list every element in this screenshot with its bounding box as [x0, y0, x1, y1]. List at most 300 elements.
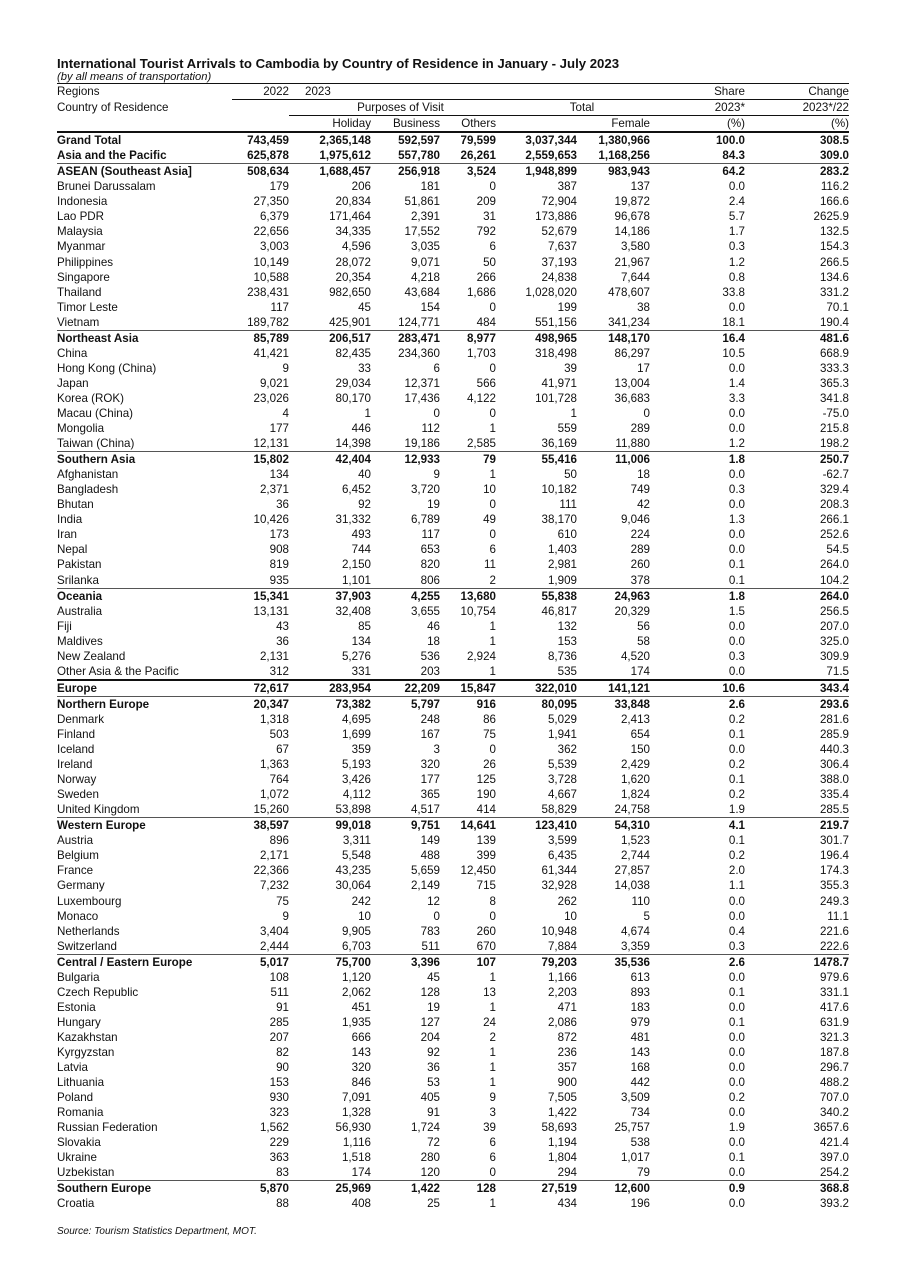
country-name: Hong Kong (China) — [57, 361, 157, 375]
table-subtotal-row — [57, 588, 849, 604]
country-name: Philippines — [57, 255, 114, 269]
table-subtotal-row — [57, 132, 849, 148]
cell-total: 3,728 — [547, 773, 577, 787]
cell-change: 309.0 — [819, 149, 849, 163]
cell-female: 1,523 — [620, 834, 650, 848]
arrivals-table — [57, 83, 849, 1211]
cell-holiday: 408 — [351, 1197, 371, 1211]
table-body — [57, 132, 849, 1211]
country-name: Kyrgyzstan — [57, 1045, 115, 1059]
cell-female: 19,872 — [614, 195, 650, 209]
cell-change: 249.3 — [819, 894, 849, 908]
country-name: Bulgaria — [57, 970, 100, 984]
table-row — [57, 482, 849, 497]
cell-others: 2 — [489, 573, 496, 587]
cell-business: 112 — [421, 422, 440, 436]
country-name: Latvia — [57, 1061, 88, 1075]
header-change: Change — [745, 84, 849, 100]
cell-holiday: 451 — [351, 1000, 371, 1014]
cell-total: 5,029 — [547, 712, 577, 726]
cell-business: 0 — [433, 407, 440, 420]
cell-holiday: 320 — [351, 1061, 371, 1075]
cell-share: 0.0 — [728, 1061, 745, 1075]
cell-others: 1 — [489, 1061, 496, 1075]
cell-change: -62.7 — [822, 468, 849, 482]
cell-change: 3657.6 — [813, 1121, 849, 1135]
cell-y2022: 9 — [282, 909, 289, 923]
cell-female: 168 — [630, 1061, 650, 1075]
cell-business: 557,780 — [398, 149, 440, 163]
cell-holiday: 53,898 — [335, 803, 371, 817]
cell-business: 18 — [427, 634, 440, 648]
cell-business: 149 — [420, 834, 440, 848]
cell-change: 222.6 — [819, 939, 849, 953]
cell-share: 10.5 — [722, 346, 745, 360]
cell-female: 538 — [630, 1136, 650, 1150]
cell-female: 749 — [630, 483, 650, 497]
cell-y2022: 41,421 — [253, 346, 289, 360]
cell-total: 236 — [557, 1045, 577, 1059]
cell-total: 61,344 — [541, 864, 577, 878]
table-row — [57, 1015, 849, 1030]
table-row — [57, 727, 849, 742]
cell-y2022: 85,789 — [232, 330, 289, 346]
cell-female: 893 — [630, 985, 650, 999]
cell-female: 3,580 — [620, 240, 650, 254]
cell-total: 52,679 — [541, 225, 577, 239]
cell-change: 134.6 — [819, 270, 849, 284]
cell-holiday: 14,398 — [335, 437, 371, 451]
country-name: Ireland — [57, 758, 93, 772]
cell-business: 248 — [420, 712, 440, 726]
cell-y2022: 91 — [276, 1000, 289, 1014]
cell-total: 1,028,020 — [525, 285, 577, 299]
cell-change: 285.5 — [819, 803, 849, 817]
table-row — [57, 1150, 849, 1165]
cell-others: 9 — [489, 1091, 496, 1105]
cell-change: 488.2 — [819, 1076, 849, 1090]
cell-others: 79 — [440, 452, 496, 468]
cell-female: 11,880 — [615, 437, 650, 451]
cell-female: 2,744 — [620, 849, 650, 863]
cell-others: 0 — [489, 528, 496, 542]
table-row — [57, 604, 849, 619]
cell-share: 0.2 — [728, 1091, 745, 1105]
table-row — [57, 239, 849, 254]
cell-others: 11 — [483, 558, 496, 572]
cell-change: 335.4 — [819, 788, 849, 802]
cell-change: 388.0 — [819, 773, 849, 787]
country-name: Poland — [57, 1091, 94, 1105]
table-row — [57, 285, 849, 300]
country-name: Estonia — [57, 1000, 96, 1014]
cell-total: 610 — [557, 528, 577, 542]
table-row — [57, 497, 849, 512]
cell-y2022: 2,131 — [259, 649, 289, 663]
cell-share: 2.6 — [650, 954, 745, 970]
cell-business: 806 — [420, 573, 440, 587]
cell-female: 20,329 — [614, 604, 650, 618]
cell-total: 72,904 — [541, 195, 577, 209]
cell-change: 132.5 — [819, 225, 849, 239]
cell-female: 54,310 — [577, 818, 650, 834]
cell-share: 2.4 — [728, 195, 745, 209]
table-row — [57, 527, 849, 542]
cell-holiday: 31,332 — [335, 513, 371, 527]
cell-others: 1 — [489, 634, 496, 648]
cell-total: 294 — [557, 1166, 577, 1180]
cell-business: 783 — [420, 924, 440, 938]
cell-others: 14,641 — [440, 818, 496, 834]
cell-share: 0.0 — [728, 407, 745, 420]
cell-total: 1,941 — [547, 727, 577, 741]
cell-total: 900 — [557, 1076, 577, 1090]
cell-others: 0 — [489, 407, 496, 420]
cell-others: 260 — [476, 924, 496, 938]
cell-change: 309.9 — [819, 649, 849, 663]
cell-share: 0.9 — [650, 1181, 745, 1197]
country-name: Nepal — [57, 543, 88, 557]
table-subtotal-row — [57, 680, 849, 697]
country-name: Russian Federation — [57, 1121, 158, 1135]
table-row — [57, 406, 849, 421]
cell-holiday: 1,116 — [342, 1136, 371, 1150]
cell-total: 41,971 — [541, 376, 577, 390]
cell-share: 0.0 — [728, 1166, 745, 1180]
cell-y2022: 9,021 — [259, 376, 289, 390]
cell-y2022: 6,379 — [259, 210, 289, 224]
cell-y2022: 819 — [269, 558, 289, 572]
cell-others: 1,686 — [466, 285, 496, 299]
cell-holiday: 4,695 — [341, 712, 371, 726]
table-subtotal-row — [57, 1181, 849, 1197]
cell-others: 125 — [476, 773, 496, 787]
cell-share: 10.6 — [650, 680, 745, 697]
cell-others: 31 — [483, 210, 496, 224]
cell-others: 6 — [489, 1151, 496, 1165]
table-row — [57, 712, 849, 727]
cell-total: 5,539 — [547, 758, 577, 772]
table-row — [57, 270, 849, 285]
cell-total: 1,166 — [547, 970, 577, 984]
cell-share: 0.0 — [728, 1030, 745, 1044]
cell-holiday: 1,688,457 — [289, 164, 371, 180]
cell-total: 2,559,653 — [525, 149, 577, 163]
table-row — [57, 1120, 849, 1135]
cell-female: 14,038 — [614, 879, 650, 893]
cell-total: 2,981 — [547, 558, 577, 572]
cell-business: 46 — [427, 619, 440, 633]
cell-holiday: 174 — [351, 1166, 371, 1180]
header-share-unit: (%) — [650, 116, 745, 133]
cell-total: 6,435 — [547, 849, 577, 863]
cell-holiday: 846 — [351, 1076, 371, 1090]
cell-change: 329.4 — [819, 483, 849, 497]
cell-female: 137 — [630, 180, 650, 194]
cell-others: 12,450 — [460, 864, 496, 878]
table-row — [57, 1045, 849, 1060]
cell-business: 9 — [433, 468, 440, 482]
cell-share: 0.0 — [728, 180, 745, 194]
cell-share: 18.1 — [722, 315, 745, 329]
cell-female: 1,380,966 — [598, 134, 650, 148]
cell-business: 365 — [420, 788, 440, 802]
cell-share: 33.8 — [722, 285, 745, 299]
header-business: Business — [371, 116, 440, 133]
cell-others: 1 — [489, 468, 496, 482]
cell-holiday: 9,905 — [341, 924, 371, 938]
cell-business: 120 — [420, 1166, 440, 1180]
cell-holiday: 1,101 — [341, 573, 371, 587]
table-subtotal-row — [57, 818, 849, 834]
cell-female: 141,121 — [577, 680, 650, 697]
cell-total: 101,728 — [535, 391, 577, 405]
country-name: Southern Europe — [57, 1181, 232, 1197]
cell-others: 1 — [489, 619, 496, 633]
table-row — [57, 467, 849, 482]
cell-business: 181 — [420, 180, 440, 194]
cell-total: 1,804 — [547, 1151, 577, 1165]
cell-total: 8,736 — [547, 649, 577, 663]
cell-female: 150 — [630, 743, 650, 757]
country-name: Malaysia — [57, 225, 103, 239]
country-name: Other Asia & the Pacific — [57, 664, 179, 678]
table-subtotal-row — [57, 452, 849, 468]
cell-female: 3,509 — [620, 1091, 650, 1105]
cell-share: 1.8 — [650, 452, 745, 468]
cell-y2022: 83 — [276, 1166, 289, 1180]
table-row — [57, 209, 849, 224]
cell-total: 58,693 — [541, 1121, 577, 1135]
table-row — [57, 863, 849, 878]
cell-y2022: 238,431 — [247, 285, 289, 299]
cell-change: 254.2 — [819, 1166, 849, 1180]
cell-total: 111 — [559, 498, 577, 512]
table-row — [57, 179, 849, 194]
cell-female: 14,186 — [614, 225, 650, 239]
cell-total: 58,829 — [541, 803, 577, 817]
cell-total: 153 — [557, 634, 577, 648]
country-name: Fiji — [57, 619, 72, 633]
cell-share: 1.1 — [728, 879, 745, 893]
country-name: India — [57, 513, 83, 527]
cell-holiday: 666 — [351, 1030, 371, 1044]
table-row — [57, 939, 849, 955]
header-row-2 — [57, 100, 849, 116]
country-name: Vietnam — [57, 315, 100, 329]
country-name: Taiwan (China) — [57, 437, 135, 451]
cell-others: 792 — [476, 225, 496, 239]
cell-business: 45 — [427, 970, 440, 984]
table-row — [57, 255, 849, 270]
cell-holiday: 425,901 — [329, 315, 371, 329]
cell-y2022: 43 — [276, 619, 289, 633]
country-name: ASEAN (Southeast Asia] — [57, 164, 232, 180]
cell-holiday: 6,703 — [341, 939, 371, 953]
cell-holiday: 2,062 — [341, 985, 371, 999]
cell-share: 0.4 — [728, 924, 745, 938]
cell-change: -75.0 — [822, 407, 849, 420]
cell-change: 104.2 — [819, 573, 849, 587]
table-row — [57, 1075, 849, 1090]
cell-total: 1,909 — [547, 573, 577, 587]
cell-total: 55,416 — [496, 452, 577, 468]
cell-change: 166.6 — [819, 195, 849, 209]
cell-share: 1.9 — [728, 803, 745, 817]
cell-change: 266.5 — [819, 255, 849, 269]
cell-y2022: 10,149 — [253, 255, 289, 269]
cell-holiday: 171,464 — [329, 210, 371, 224]
cell-holiday: 206 — [351, 180, 371, 194]
cell-holiday: 3,426 — [341, 773, 371, 787]
table-row — [57, 421, 849, 436]
cell-holiday: 80,170 — [335, 391, 371, 405]
table-row — [57, 787, 849, 802]
cell-change: 54.5 — [826, 543, 849, 557]
cell-business: 5,659 — [410, 864, 440, 878]
cell-holiday: 75,700 — [289, 954, 371, 970]
cell-business: 72 — [427, 1136, 440, 1150]
cell-female: 734 — [630, 1106, 650, 1120]
table-row — [57, 573, 849, 589]
cell-share: 3.3 — [728, 391, 745, 405]
cell-others: 209 — [476, 195, 496, 209]
country-name: Western Europe — [57, 818, 232, 834]
cell-y2022: 1,318 — [259, 712, 289, 726]
cell-change: 250.7 — [745, 452, 849, 468]
cell-share: 0.0 — [728, 634, 745, 648]
cell-business: 4,517 — [410, 803, 440, 817]
cell-share: 0.0 — [728, 1000, 745, 1014]
cell-total: 1 — [570, 407, 577, 420]
cell-total: 471 — [557, 1000, 577, 1014]
country-name: Northeast Asia — [57, 330, 232, 346]
cell-business: 127 — [420, 1015, 440, 1029]
cell-total: 559 — [557, 422, 577, 436]
cell-holiday: 20,834 — [335, 195, 371, 209]
cell-holiday: 1,935 — [341, 1015, 371, 1029]
cell-business: 6,789 — [410, 513, 440, 527]
cell-change: 365.3 — [819, 376, 849, 390]
cell-share: 0.0 — [728, 909, 745, 923]
cell-business: 3,035 — [410, 240, 440, 254]
country-name: Finland — [57, 727, 96, 741]
cell-others: 26 — [483, 758, 496, 772]
cell-y2022: 363 — [269, 1151, 289, 1165]
cell-share: 0.1 — [728, 834, 745, 848]
page-subtitle: (by all means of transportation) — [57, 71, 212, 83]
cell-holiday: 85 — [358, 619, 371, 633]
cell-female: 7,644 — [620, 270, 650, 284]
cell-business: 25 — [427, 1197, 440, 1211]
country-name: Singapore — [57, 270, 110, 284]
table-row — [57, 300, 849, 315]
cell-change: 11.1 — [827, 909, 849, 923]
cell-female: 289 — [630, 543, 650, 557]
cell-y2022: 15,341 — [232, 588, 289, 604]
cell-female: 260 — [630, 558, 650, 572]
cell-holiday: 30,064 — [335, 879, 371, 893]
cell-change: 208.3 — [819, 498, 849, 512]
cell-business: 17,552 — [404, 225, 440, 239]
cell-y2022: 173 — [269, 528, 289, 542]
cell-total: 132 — [557, 619, 577, 633]
cell-others: 916 — [440, 696, 496, 712]
cell-y2022: 15,802 — [232, 452, 289, 468]
cell-y2022: 285 — [269, 1015, 289, 1029]
cell-others: 3,524 — [440, 164, 496, 180]
cell-business: 19 — [427, 498, 440, 512]
country-name: Pakistan — [57, 558, 102, 572]
cell-business: 9,751 — [371, 818, 440, 834]
cell-business: 1,724 — [410, 1121, 440, 1135]
cell-y2022: 5,870 — [232, 1181, 289, 1197]
cell-business: 22,209 — [371, 680, 440, 697]
cell-change: 341.8 — [819, 391, 849, 405]
cell-holiday: 2,365,148 — [319, 134, 371, 148]
country-name: Grand Total — [57, 134, 122, 148]
header-2022: 2022 — [232, 84, 289, 100]
cell-y2022: 4 — [282, 407, 289, 420]
country-name: Thailand — [57, 285, 102, 299]
cell-business: 280 — [420, 1151, 440, 1165]
cell-share: 0.1 — [728, 773, 745, 787]
cell-business: 653 — [420, 543, 440, 557]
cell-business: 3,655 — [410, 604, 440, 618]
cell-change: 187.8 — [819, 1045, 849, 1059]
country-name: Slovakia — [57, 1136, 101, 1150]
header-regions: Regions — [57, 84, 232, 100]
cell-holiday: 32,408 — [335, 604, 371, 618]
cell-business: 6 — [433, 361, 440, 375]
cell-share: 0.3 — [728, 939, 745, 953]
cell-holiday: 56,930 — [335, 1121, 371, 1135]
cell-change: 308.5 — [819, 134, 849, 148]
table-row — [57, 542, 849, 557]
cell-business: 283,471 — [371, 330, 440, 346]
cell-share: 0.0 — [728, 422, 745, 436]
cell-total: 7,637 — [547, 240, 577, 254]
cell-business: 820 — [420, 558, 440, 572]
cell-female: 79 — [637, 1166, 650, 1180]
cell-others: 484 — [476, 315, 496, 329]
cell-others: 399 — [476, 849, 496, 863]
cell-total: 46,817 — [541, 604, 577, 618]
cell-female: 58 — [637, 634, 650, 648]
cell-female: 86,297 — [614, 346, 650, 360]
cell-female: 5 — [643, 909, 650, 923]
cell-total: 10,948 — [541, 924, 577, 938]
table-row — [57, 893, 849, 908]
cell-change: 333.3 — [819, 361, 849, 375]
cell-change: 979.6 — [819, 970, 849, 984]
cell-y2022: 13,131 — [253, 604, 289, 618]
cell-change: 1478.7 — [745, 954, 849, 970]
cell-y2022: 88 — [276, 1197, 289, 1211]
cell-female: 17 — [637, 361, 650, 375]
cell-total: 36,169 — [541, 437, 577, 451]
cell-holiday: 73,382 — [289, 696, 371, 712]
cell-share: 0.0 — [728, 1106, 745, 1120]
cell-y2022: 1,363 — [259, 758, 289, 772]
cell-share: 0.2 — [728, 712, 745, 726]
cell-business: 3,720 — [410, 483, 440, 497]
cell-share: 0.0 — [728, 894, 745, 908]
cell-female: 289 — [630, 422, 650, 436]
table-row — [57, 194, 849, 209]
country-name: Oceania — [57, 588, 232, 604]
table-row — [57, 315, 849, 331]
